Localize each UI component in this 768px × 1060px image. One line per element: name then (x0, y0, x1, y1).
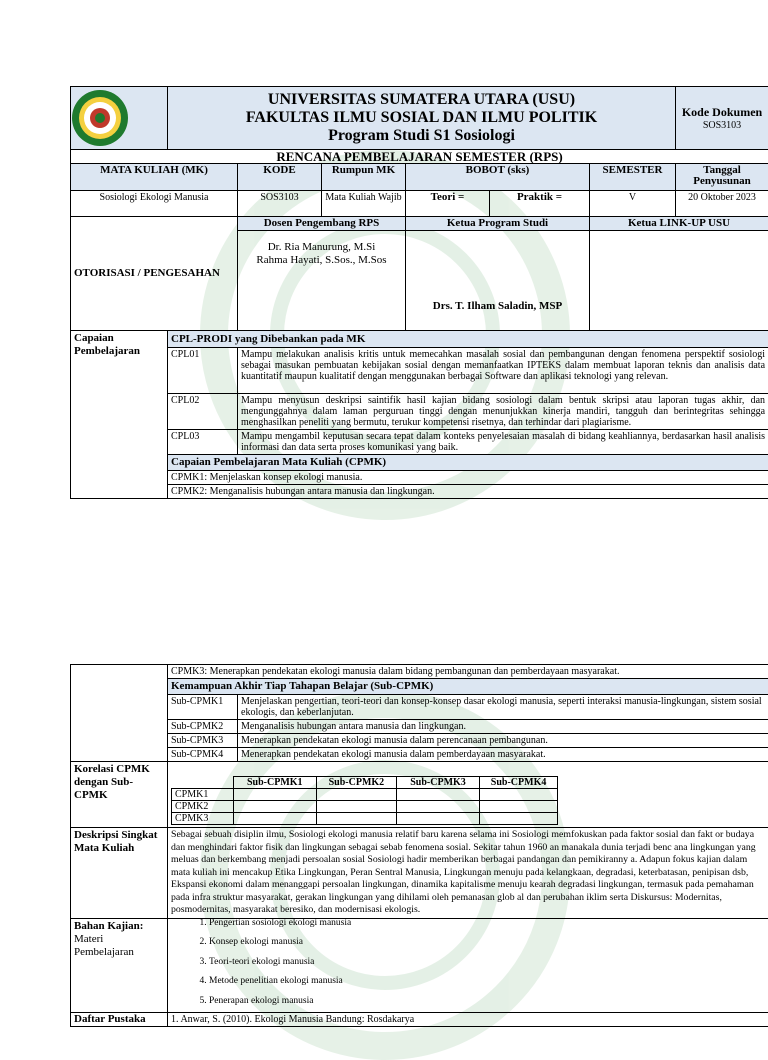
col-bobot: BOBOT (sks) (406, 164, 590, 191)
korelasi-matrix (171, 776, 558, 825)
matrix-col-header: Sub-CPMK1 (233, 777, 316, 789)
kode-dokumen-cell (676, 87, 768, 150)
rps-title: RENCANA PEMBELAJARAN SEMESTER (RPS) (71, 150, 768, 164)
bahan-item: 4. Metode penelitian ekologi manusia (209, 972, 765, 992)
course-teori: Teori = (406, 191, 490, 217)
linkup-label: Ketua LINK-UP USU (590, 217, 768, 231)
dosen-name: Dr. Ria Manurung, M.Si (241, 241, 402, 254)
sub-cpmk-text: Menganalisis hubungan antara manusia dan lingkungan. (238, 720, 768, 734)
dosen-name: Rahma Hayati, S.Sos., M.Sos (241, 254, 402, 267)
pustaka-label: Daftar Pustaka (71, 1013, 168, 1027)
dosen-names-cell (238, 231, 406, 331)
header-title-cell (168, 87, 676, 150)
col-tanggal: Tanggal Penyusunan (676, 164, 768, 191)
bahan-list (171, 914, 765, 1012)
deskripsi-label: Deskripsi Singkat Mata Kuliah (71, 828, 168, 919)
dosen-label: Dosen Pengembang RPS (238, 217, 406, 231)
sub-cpmk-code: Sub-CPMK1 (168, 695, 238, 720)
matrix-cell (316, 813, 396, 825)
kode-dokumen-value: SOS3103 (679, 120, 765, 131)
course-praktik: Praktik = (490, 191, 590, 217)
usu-logo-icon (70, 88, 130, 148)
matrix-cell (316, 801, 396, 813)
bahan-sublabel: Materi Pembelajaran (74, 933, 164, 959)
bahan-item: 2. Konsep ekologi manusia (209, 933, 765, 953)
cpl-code: CPL01 (168, 348, 238, 394)
university-title: UNIVERSITAS SUMATERA UTARA (USU) (171, 91, 672, 109)
matrix-cell (233, 813, 316, 825)
bahan-label-cell (71, 918, 168, 1013)
matrix-row-header: CPMK2 (172, 801, 234, 813)
korelasi-label: Korelasi CPMK dengan Sub-CPMK (71, 762, 168, 828)
cpl-code: CPL02 (168, 394, 238, 430)
sub-cpmk-code: Sub-CPMK2 (168, 720, 238, 734)
matrix-cell (233, 801, 316, 813)
cpl-code: CPL03 (168, 430, 238, 455)
matrix-col-header: Sub-CPMK3 (396, 777, 479, 789)
faculty-title: FAKULTAS ILMU SOSIAL DAN ILMU POLITIK (171, 109, 672, 127)
korelasi-matrix-cell (168, 762, 768, 828)
matrix-corner (172, 777, 234, 789)
capaian-continued-cell (71, 665, 168, 762)
matrix-cell (480, 789, 558, 801)
course-rumpun: Mata Kuliah Wajib (322, 191, 406, 217)
sub-cpmk-text: Menjelaskan pengertian, teori-teori dan konsep-konsep dasar ekologi manusia, seperti interaksi manusia-lingkungan, sistem sosial ekologis, dan keberlanjutan. (238, 695, 768, 720)
sub-cpmk-code: Sub-CPMK3 (168, 734, 238, 748)
cpl-title: CPL-PRODI yang Dibebankan pada MK (168, 331, 768, 348)
rps-page-1 (70, 86, 768, 499)
matrix-cell (480, 801, 558, 813)
rps-detail-table (70, 664, 768, 1027)
matrix-cell (316, 789, 396, 801)
matrix-row-header: CPMK3 (172, 813, 234, 825)
matrix-cell (480, 813, 558, 825)
course-name: Sosiologi Ekologi Manusia (71, 191, 238, 217)
matrix-col-header: Sub-CPMK4 (480, 777, 558, 789)
course-tanggal: 20 Oktober 2023 (676, 191, 768, 217)
cpmk-title: Capaian Pembelajaran Mata Kuliah (CPMK) (168, 455, 768, 471)
course-kode: SOS3103 (238, 191, 322, 217)
sub-cpmk-title: Kemampuan Akhir Tiap Tahapan Belajar (Sub-CPMK) (168, 679, 768, 695)
otorisasi-label: OTORISASI / PENGESAHAN (71, 217, 238, 331)
col-rumpun: Rumpun MK (322, 164, 406, 191)
matrix-cell (233, 789, 316, 801)
deskripsi-text: Sebagai sebuah disiplin ilmu, Sosiologi ekologi manusia relatif baru karena selama ini Sosiologi memfokuskan pada faktor sosial dan fakt or budaya dan menghindari faktor fisik dan lingkungan sebagai sebab fenomena sosial. Sekitar tahun 1960 an manakala dunia terjadi benc ana lingkungan yang meluas dan berkembang menjadi persoalan sosial Sosiologi hadir memberikan berbagai pandangan dan pemikiranny a. Adapun fokus kajian dalam mata kuliah ini mencakup Etika Lingkungan, Peran Sentral Manusia, Lingkungan menuju pada kelangkaan, degradasi, keterbatasan, penipisan dsb, Ekspansi ekonomi dalam menanggapi persoalan lingkungan, dinamika kapitalisme menuju kearah degradasi lingkungan, termasuk pada pemahaman pada infra struktur masyarakat, gerakan lingkungan yang dihilami oleh pemanasan glob al dan perubahan iklim serta Diskursus: Modernitas, posmodernitas, masyarakat beresiko, dan modernisasi ekologis. (168, 828, 768, 919)
kode-dokumen-label: Kode Dokumen (679, 105, 765, 120)
rps-header-table (70, 86, 768, 499)
bahan-item: 5. Penerapan ekologi manusia (209, 992, 765, 1012)
matrix-cell (396, 813, 479, 825)
matrix-col-header: Sub-CPMK2 (316, 777, 396, 789)
matrix-cell (396, 789, 479, 801)
cpl-text: Mampu melakukan analisis kritis untuk memecahkan masalah sosial dan pembangunan dengan fenomena perspektif sosiologi sebagai masukan pembuatan kebijakan sosial dengan memanfaatkan IPTEKS dalam membuat laporan teknis dan analisis data kuantitatif maupun kualitatif dengan menggunakan berbagai Software dan aplikasi teknologi yang relevan. (238, 348, 768, 394)
bahan-label: Bahan Kajian: (74, 920, 164, 933)
col-semester: SEMESTER (590, 164, 676, 191)
bahan-item: 1. Pengertian sosiologi ekologi manusia (209, 914, 765, 934)
usu-logo-cell (71, 87, 168, 150)
program-title: Program Studi S1 Sosiologi (171, 127, 672, 145)
col-mata-kuliah: MATA KULIAH (MK) (71, 164, 238, 191)
kaprodi-label: Ketua Program Studi (406, 217, 590, 231)
bahan-list-cell (168, 918, 768, 1013)
bahan-item: 3. Teori-teori ekologi manusia (209, 953, 765, 973)
sub-cpmk-text: Menerapkan pendekatan ekologi manusia dalam perencanaan pembangunan. (238, 734, 768, 748)
cpl-text: Mampu menyusun deskripsi saintifik hasil kajian bidang sosiologi dalam bentuk skripsi atau laporan tugas akhir, dan mengunggahnya dalam laman perguruan tinggi dengan menunjukkan kinerja mandiri, tangguh dan berintegritas sehingga menghasilkan peneliti yang bermutu, terukur kompetensi risetnya, dan terhindar dari plagiarisme. (238, 394, 768, 430)
course-semester: V (590, 191, 676, 217)
matrix-cell (396, 801, 479, 813)
sub-cpmk-code: Sub-CPMK4 (168, 748, 238, 762)
sub-cpmk-text: Menerapkan pendekatan ekologi manusia dalam pemberdayaan masyarakat. (238, 748, 768, 762)
capaian-label: Capaian Pembelajaran (71, 331, 168, 499)
cpmk-item: CPMK1: Menjelaskan konsep ekologi manusia. (168, 471, 768, 485)
cpmk-item: CPMK3: Menerapkan pendekatan ekologi manusia dalam bidang pembangunan dan pemberdayaan masyarakat. (168, 665, 768, 679)
kaprodi-name: Drs. T. Ilham Saladin, MSP (406, 231, 590, 331)
cpmk-item: CPMK2: Menganalisis hubungan antara manusia dan lingkungan. (168, 485, 768, 499)
linkup-signature-cell (590, 231, 768, 331)
rps-page-2 (70, 664, 768, 1027)
cpl-text: Mampu mengambil keputusan secara tepat dalam konteks penyelesaian masalah di bidang keahliannya, berdasarkan hasil analisis informasi dan data serta proses komunikasi yang baik. (238, 430, 768, 455)
matrix-row-header: CPMK1 (172, 789, 234, 801)
pustaka-item: 1. Anwar, S. (2010). Ekologi Manusia Bandung: Rosdakarya (168, 1013, 768, 1027)
col-kode: KODE (238, 164, 322, 191)
